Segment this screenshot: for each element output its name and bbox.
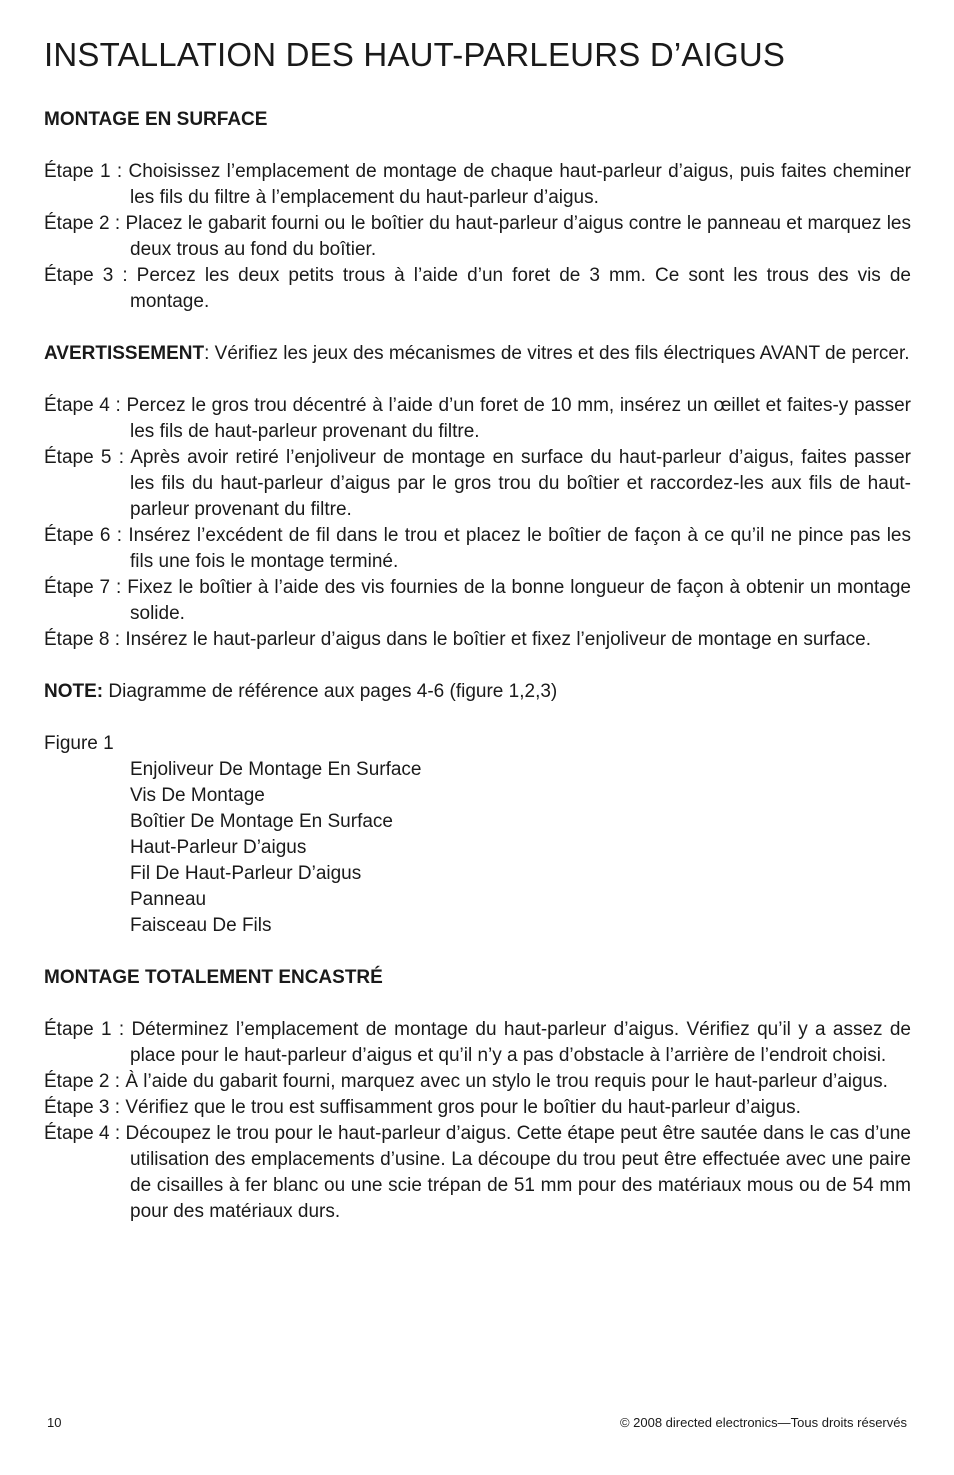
note-paragraph bbox=[44, 679, 911, 705]
step-item bbox=[44, 445, 911, 523]
warning-text: : Vérifiez les jeux des mécanismes de vitres et des fils électriques AVANT de percer. bbox=[204, 343, 910, 364]
page-title: INSTALLATION DES HAUT-PARLEURS D’AIGUS bbox=[44, 36, 786, 73]
step-label: Étape 3 : bbox=[44, 265, 137, 286]
page-number: 10 bbox=[47, 1415, 62, 1430]
figure-list-item: Haut-Parleur D’aigus bbox=[130, 837, 307, 858]
section-heading-surface: MONTAGE EN SURFACE bbox=[44, 109, 268, 130]
step-text: Insérez le haut-parleur d’aigus dans le boîtier et fixez l’enjoliveur de montage en surface. bbox=[125, 629, 871, 650]
note-label: NOTE: bbox=[44, 681, 104, 702]
step-label: Étape 2 : bbox=[44, 1071, 126, 1092]
step-label: Étape 6 : bbox=[44, 525, 129, 546]
figure-list-item: Faisceau De Fils bbox=[130, 915, 272, 936]
step-item bbox=[44, 523, 911, 575]
step-label: Étape 1 : bbox=[44, 161, 129, 182]
step-text: Vérifiez que le trou est suffisamment gros pour le boîtier du haut-parleur d’aigus. bbox=[125, 1097, 801, 1118]
copyright-notice: © 2008 directed electronics—Tous droits réservés bbox=[619, 1415, 907, 1430]
step-item bbox=[44, 1069, 911, 1095]
step-item bbox=[44, 159, 911, 211]
section-heading-flush: MONTAGE TOTALEMENT ENCASTRÉ bbox=[44, 967, 383, 988]
figure-list-item: Boîtier De Montage En Surface bbox=[130, 811, 393, 832]
figure-list-item: Enjoliveur De Montage En Surface bbox=[130, 759, 422, 780]
step-label: Étape 2 : bbox=[44, 213, 126, 234]
step-text: Déterminez l’emplacement de montage du haut-parleur d’aigus. Vérifiez qu’il y a assez de place pour le haut-parleur d’aigus et qu’il n’y a pas d’obstacle à l’arrière de l’endroit choisi. bbox=[130, 1019, 911, 1066]
step-item bbox=[44, 1095, 911, 1121]
step-text: Après avoir retiré l’enjoliveur de montage en surface du haut-parleur d’aigus, faites passer les fils du haut-parleur d’aigus par le gros trou du boîtier et raccordez-les aux fils de haut-parleur provenant du filtre. bbox=[130, 447, 911, 520]
figure-list-item: Panneau bbox=[130, 889, 207, 910]
step-item bbox=[44, 1121, 911, 1225]
step-label: Étape 4 : bbox=[44, 1123, 126, 1144]
figure-list-item: Fil De Haut-Parleur D’aigus bbox=[130, 863, 362, 884]
step-text: Percez les deux petits trous à l’aide d’un foret de 3 mm. Ce sont les trous des vis de montage. bbox=[130, 265, 911, 312]
note-text: Diagramme de référence aux pages 4-6 (figure 1,2,3) bbox=[103, 681, 558, 702]
step-text: Placez le gabarit fourni ou le boîtier du haut-parleur d’aigus contre le panneau et marquez les deux trous au fond du boîtier. bbox=[125, 213, 911, 260]
step-item bbox=[44, 1017, 911, 1069]
step-label: Étape 3 : bbox=[44, 1097, 126, 1118]
warning-paragraph bbox=[44, 341, 911, 367]
step-label: Étape 5 : bbox=[44, 447, 131, 468]
step-text: Découpez le trou pour le haut-parleur d’aigus. Cette étape peut être sautée dans le cas d’une utilisation des emplacements d’usine. La découpe du trou peut être effectuée avec une paire de cisailles à fer blanc ou une scie trépan de 51 mm pour des matériaux mous ou de 54 mm pour des matériaux durs. bbox=[125, 1123, 911, 1222]
step-text: Insérez l’excédent de fil dans le trou et placez le boîtier de façon à ce qu’il ne pince pas les fils une fois le montage terminé. bbox=[128, 525, 911, 572]
step-item bbox=[44, 627, 911, 653]
step-text: À l’aide du gabarit fourni, marquez avec un stylo le trou requis pour le haut-parleur d’aigus. bbox=[125, 1071, 888, 1092]
step-label: Étape 8 : bbox=[44, 629, 126, 650]
step-item bbox=[44, 211, 911, 263]
step-item bbox=[44, 393, 911, 445]
step-label: Étape 1 : bbox=[44, 1019, 132, 1040]
step-label: Étape 7 : bbox=[44, 577, 128, 598]
warning-label: AVERTISSEMENT bbox=[44, 343, 205, 364]
step-item bbox=[44, 575, 911, 627]
document-body bbox=[44, 107, 911, 1225]
step-text: Choisissez l’emplacement de montage de chaque haut-parleur d’aigus, puis faites cheminer les fils du filtre à l’emplacement du haut-parleur d’aigus. bbox=[128, 161, 911, 208]
figure-title: Figure 1 bbox=[44, 733, 114, 754]
figure-list-item: Vis De Montage bbox=[130, 785, 265, 806]
step-item bbox=[44, 263, 911, 315]
step-text: Percez le gros trou décentré à l’aide d’un foret de 10 mm, insérez un œillet et faites-y passer les fils de haut-parleur provenant du filtre. bbox=[126, 395, 911, 442]
step-label: Étape 4 : bbox=[44, 395, 127, 416]
step-text: Fixez le boîtier à l’aide des vis fournies de la bonne longueur de façon à obtenir un montage solide. bbox=[127, 577, 911, 624]
